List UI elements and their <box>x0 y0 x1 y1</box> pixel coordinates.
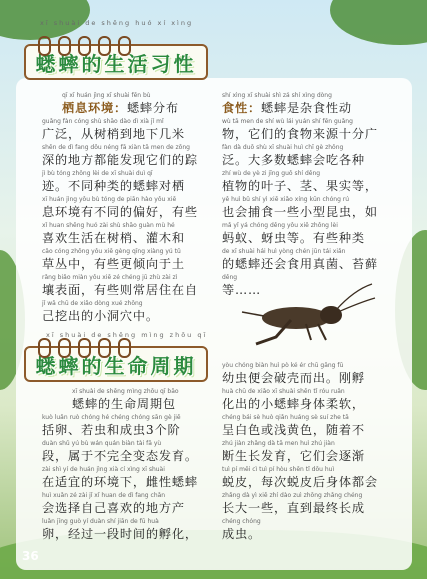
lifecycle-pinyin: duàn shǔ yú bù wán quán biàn tài fā yù <box>42 440 162 447</box>
section1-title-pinyin: xī shuài de shēng huó xí xìng <box>40 19 194 27</box>
page-number: 36 <box>22 549 39 563</box>
lifecycle-pinyin: zài shì yí de huán jìng xià cí xìng xī shuài <box>42 466 165 473</box>
lifecycle-pinyin: zhǎng dà yì xiē zhí dào zuì zhōng zhǎng chéng <box>222 492 363 499</box>
lifecycle-line: 会选择自己喜欢的地方产 <box>42 501 185 515</box>
habitat-pinyin: xī huán jìng yǒu bù tóng de piān hào yǒu xiē <box>42 196 177 203</box>
notebook-ring-icon <box>78 338 91 358</box>
notebook-rings <box>38 338 131 358</box>
notebook-ring-icon <box>78 36 91 56</box>
lifecycle-pinyin: yòu chóng biàn huì pò ké ér chū gāng fū <box>222 362 344 369</box>
cricket-illustration <box>236 282 376 352</box>
food-line: 蚂蚁、蚜虫等。有些种类 <box>222 231 365 245</box>
notebook-ring-icon <box>38 338 51 358</box>
lifecycle-pinyin: chéng bái sè huò qiǎn huáng sè suí zhe tā <box>222 414 349 421</box>
food-line: 泛。大多数蟋蟀会吃各种 <box>222 153 365 167</box>
food-line: 物，它们的食物来源十分广 <box>222 127 378 141</box>
habitat-pinyin: cǎo cóng zhōng yǒu xiē gèng qīng xiàng yú tǔ <box>42 248 181 255</box>
notebook-ring-icon <box>118 338 131 358</box>
section1-title-banner <box>24 44 208 80</box>
habitat-line: 己挖出的小洞穴中。 <box>42 309 159 323</box>
lifecycle-line: 括卵、若虫和成虫3个阶 <box>42 423 181 437</box>
lifecycle-line: 呈白色或浅黄色，随着不 <box>222 423 365 437</box>
notebook-ring-icon <box>58 338 71 358</box>
food-pinyin: yě huì bǔ shí yì xiē xiǎo xíng kūn chóng rú <box>222 196 350 203</box>
lifecycle-line: 段，属于不完全变态发育。 <box>42 449 198 463</box>
leaf-decoration <box>330 0 427 45</box>
food-pinyin: wù tā men de shí wù lái yuán shí fēn guǎng <box>222 118 353 125</box>
notebook-ring-icon <box>98 338 111 358</box>
section2-title-pinyin: xī shuài de shēng mìng zhōu qī <box>46 331 208 339</box>
lifecycle-pinyin: kuò luǎn ruò chóng hé chéng chóng sān gè jiē <box>42 414 181 421</box>
notebook-ring-icon <box>118 36 131 56</box>
lifecycle-line: 幼虫便会破壳而出。刚孵 <box>222 371 365 385</box>
habitat-pinyin: shēn de dì fang dōu néng fā xiàn tā men de zōng <box>42 144 190 151</box>
food-pinyin: děng <box>222 274 238 281</box>
lifecycle-line: 长大一些，直到最终长成 <box>222 501 365 515</box>
lifecycle-pinyin: huà chū de xiǎo xī shuài shēn tǐ róu ruǎn <box>222 388 345 395</box>
lifecycle-line: 断生长发育，它们会逐渐 <box>222 449 365 463</box>
habitat-pinyin: jǐ wā chū de xiǎo dòng xué zhōng <box>42 300 143 307</box>
food-pinyin: zhí wù de yè zi jīng guǒ shí děng <box>222 170 321 177</box>
habitat-pinyin: guǎng fàn cóng shù shāo dào dì xià jǐ mǐ <box>42 118 164 125</box>
food-line: 也会捕食一些小型昆虫，如 <box>222 205 378 219</box>
section2-title: 蟋蟀的生命周期 <box>35 353 197 378</box>
food-line: 的蟋蟀还会食用真菌、苔藓 <box>222 257 378 271</box>
food-pinyin: mǎ yǐ yá chóng děng yǒu xiē zhǒng lèi <box>222 222 338 229</box>
food-line: 食性：蟋蟀是杂食性动 <box>222 101 352 115</box>
section2-title-banner <box>24 346 208 382</box>
habitat-line: 息环境有不同的偏好，有些 <box>42 205 198 219</box>
habitat-pinyin: qī xī huán jìng xī shuài fēn bù <box>62 92 151 99</box>
habitat-line: 壤表面，有些则常居住在自 <box>42 283 198 297</box>
food-pinyin: fàn dà duō shù xī shuài huì chī gè zhǒng <box>222 144 344 151</box>
notebook-ring-icon <box>58 36 71 56</box>
lifecycle-pinyin: huì xuǎn zé zài jǐ xǐ huan de dì fang chǎn <box>42 492 166 499</box>
habitat-label: 栖息环境： <box>62 101 127 115</box>
habitat-line: 深的地方都能发现它们的踪 <box>42 153 198 167</box>
food-line: 等…… <box>222 283 261 297</box>
lifecycle-line: 卵，经过一段时间的孵化， <box>42 527 198 541</box>
lifecycle-line: 成虫。 <box>222 527 261 541</box>
lifecycle-line: 蜕皮，每次蜕皮后身体都会 <box>222 475 378 489</box>
lifecycle-line: 蟋蟀的生命周期包 <box>72 397 176 411</box>
habitat-line: 广泛，从树梢到地下几米 <box>42 127 185 141</box>
lifecycle-pinyin: xī shuài de shēng mìng zhōu qī bāo <box>72 388 179 395</box>
lifecycle-pinyin: luǎn jīng guò yí duàn shí jiān de fū huà <box>42 518 159 525</box>
lifecycle-line: 在适宜的环境下，雌性蟋蟀 <box>42 475 198 489</box>
habitat-pinyin: xǐ huan shēng huó zài shù shāo guàn mù hé <box>42 222 175 229</box>
habitat-line: 草丛中，有些更倾向于土 <box>42 257 185 271</box>
notebook-rings <box>38 36 131 56</box>
notebook-ring-icon <box>98 36 111 56</box>
food-label: 食性： <box>222 101 261 115</box>
habitat-pinyin: jì bù tóng zhǒng lèi de xī shuài duì qī <box>42 170 153 177</box>
lifecycle-pinyin: tuì pí měi cì tuì pí hòu shēn tǐ dōu huì <box>222 466 335 473</box>
lifecycle-pinyin: chéng chóng <box>222 518 261 525</box>
lifecycle-pinyin: zhú jiàn zhǎng dà tā men huì zhú jiàn <box>222 440 335 447</box>
habitat-line: 迹。不同种类的蟋蟀对栖 <box>42 179 185 193</box>
lifecycle-line: 化出的小蟋蟀身体柔软， <box>222 397 365 411</box>
food-pinyin: shí xìng xī shuài shì zá shí xìng dòng <box>222 92 332 99</box>
habitat-line: 栖息环境：蟋蟀分布 <box>62 101 179 115</box>
food-line: 植物的叶子、茎、果实等， <box>222 179 378 193</box>
section1-title: 蟋蟀的生活习性 <box>35 51 197 76</box>
food-pinyin: de xī shuài hái huì yòng chén jūn tái xiǎn <box>222 248 346 255</box>
habitat-line: 喜欢生活在树梢、灌木和 <box>42 231 185 245</box>
notebook-ring-icon <box>38 36 51 56</box>
habitat-pinyin: rǎng biǎo miàn yǒu xiē zé chéng jū zhù zài zì <box>42 274 178 281</box>
